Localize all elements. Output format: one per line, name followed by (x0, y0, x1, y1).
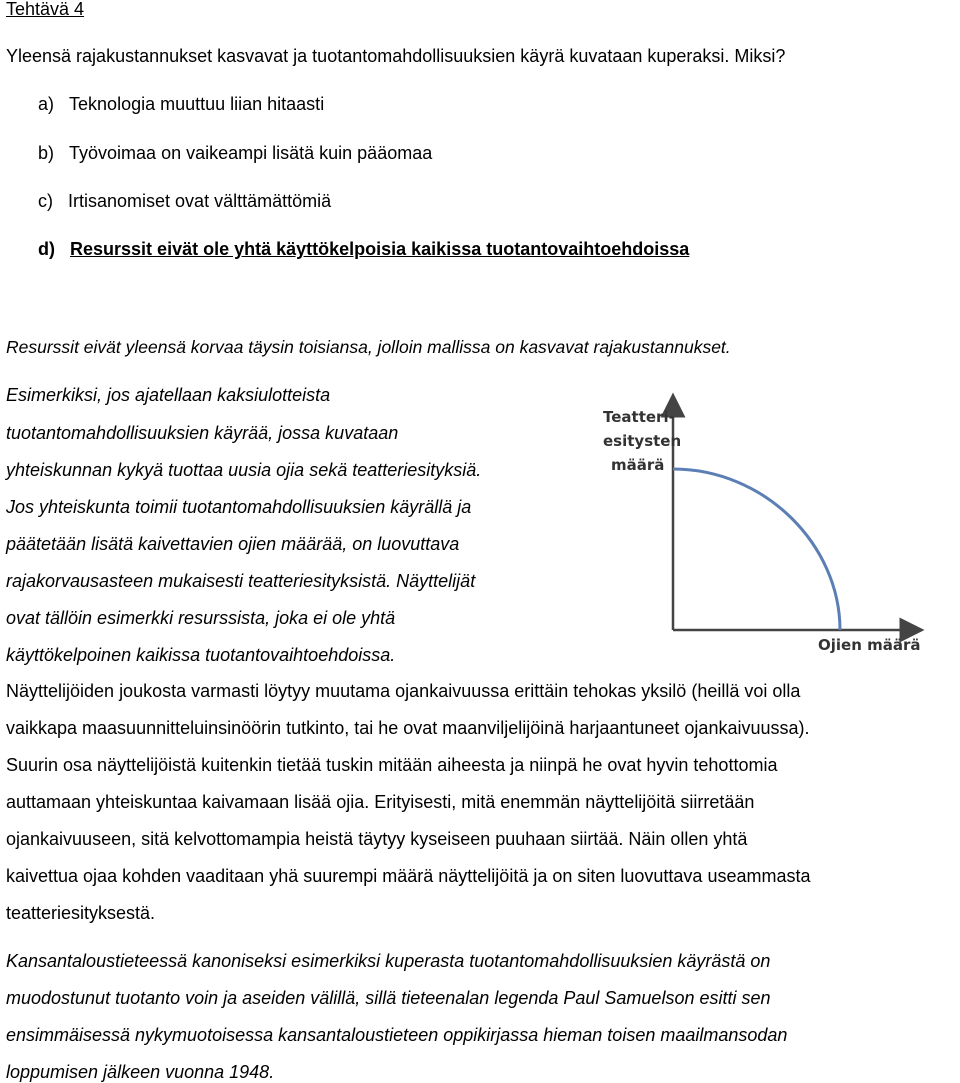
example-line: ovat tällöin esimerkki resurssista, joka ei ole yhtä (6, 608, 396, 628)
y-axis-label-line: Teatteri- (603, 408, 675, 426)
paragraph-line: kaivettua ojaa kohden vaaditaan yhä suurempi määrä näyttelijöitä ja on siten luovuttava useammasta (6, 866, 811, 886)
example-line: käyttökelpoinen kaikissa tuotantovaihtoehdoissa. (6, 645, 396, 665)
option-letter: c) (38, 191, 53, 211)
example-line: rajakorvausasteen mukaisesti teatteriesityksistä. Näyttelijät (6, 571, 476, 591)
closing-line: Kansantaloustieteessä kanoniseksi esimerkiksi kuperasta tuotantomahdollisuuksien käyrästä on (6, 951, 771, 971)
x-axis-label: Ojien määrä (818, 636, 921, 654)
example-line: päätetään lisätä kaivettavien ojien määrää, on luovuttava (6, 534, 460, 554)
answer-note: Resurssit eivät yleensä korvaa täysin toisiansa, jolloin mallissa on kasvavat rajakustannukset. (6, 337, 731, 357)
example-line: yhteiskunnan kykyä tuottaa uusia ojia sekä teatteriesityksiä. (6, 460, 482, 480)
task-title: Tehtävä 4 (6, 0, 85, 19)
option-letter: b) (38, 143, 55, 163)
ppf-curve (673, 469, 840, 630)
question-text: Yleensä rajakustannukset kasvavat ja tuotantomahdollisuuksien käyrä kuvataan kuperaksi. Miksi? (6, 46, 786, 66)
paragraph-line: teatteriesityksestä. (6, 903, 156, 923)
option-text: Työvoimaa on vaikeampi lisätä kuin pääomaa (69, 143, 433, 163)
paragraph-line: Näyttelijöiden joukosta varmasti löytyy muutama ojankaivuussa erittäin tehokas yksilö (heillä voi olla (6, 681, 801, 701)
closing-line: loppumisen jälkeen vuonna 1948. (6, 1062, 275, 1082)
closing-line: muodostunut tuotanto voin ja aseiden välillä, sillä tieteenalan legenda Paul Samuelson esitti sen (6, 988, 771, 1008)
y-axis-label-line: määrä (611, 456, 665, 474)
option-text: Irtisanomiset ovat välttämättömiä (68, 191, 332, 211)
paragraph-line: Suurin osa näyttelijöistä kuitenkin tietää tuskin mitään aiheesta ja niinpä he ovat hyvin tehottomia (6, 755, 778, 775)
y-axis-label-line: esitysten (603, 432, 682, 450)
option-text: Resurssit eivät ole yhtä käyttökelpoisia kaikissa tuotantovaihtoehdoissa (70, 239, 690, 259)
example-line: tuotantomahdollisuuksien käyrää, jossa kuvataan (6, 423, 399, 443)
option-text: Teknologia muuttuu liian hitaasti (69, 94, 325, 114)
example-line: Jos yhteiskunta toimii tuotantomahdollisuuksien käyrällä ja (6, 497, 472, 517)
option-letter: a) (38, 94, 55, 114)
paragraph-line: ojankaivuuseen, sitä kelvottomampia heistä täytyy kyseiseen puuhaan siirtää. Näin ollen yhtä (6, 829, 748, 849)
closing-line: ensimmäisessä nykymuotoisessa kansantaloustieteen oppikirjassa hieman toisen maailmansodan (6, 1025, 788, 1045)
paragraph-line: vaikkapa maasuunnitteluinsinöörin tutkinto, tai he ovat maanviljelijöinä harjaantuneet ojankaivuussa). (6, 718, 810, 738)
example-line: Esimerkiksi, jos ajatellaan kaksiulotteista (6, 385, 331, 405)
paragraph-line: auttamaan yhteiskuntaa kaivamaan lisää ojia. Erityisesti, mitä enemmän näyttelijöitä siirretään (6, 792, 755, 812)
option-letter: d) (38, 239, 55, 259)
